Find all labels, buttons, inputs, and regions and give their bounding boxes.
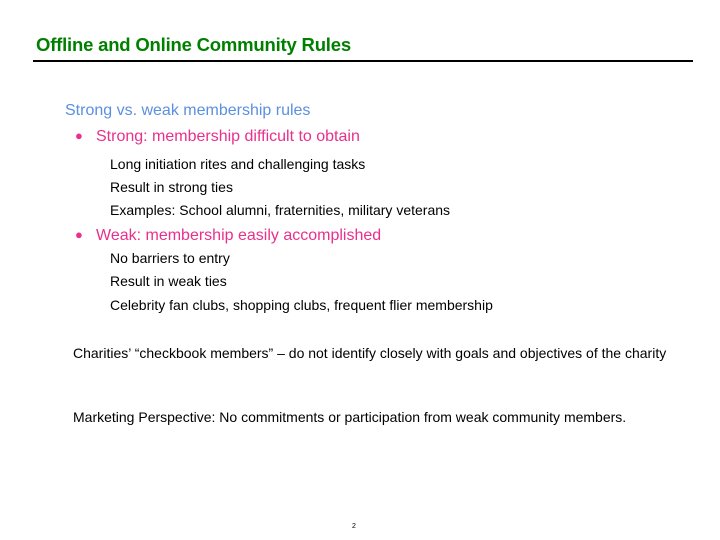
bullet-weak [75,227,381,245]
strong-item: Result in strong ties [110,179,233,195]
weak-item: Celebrity fan clubs, shopping clubs, frequent flier membership [110,297,493,313]
title-divider [33,60,693,62]
marketing-paragraph: Marketing Perspective: No commitments or participation from weak community members. [73,409,627,425]
bullet-strong-label: Strong: membership difficult to obtain [96,128,360,145]
bullet-weak-label: Weak: membership easily accomplished [96,227,382,244]
bullet-strong [75,128,360,146]
section-heading: Strong vs. weak membership rules [65,102,311,119]
charities-paragraph: Charities’ “checkbook members” – do not identify closely with goals and objectives of the charity [73,345,667,361]
page-number: 2 [352,523,356,530]
strong-item: Examples: School alumni, fraternities, military veterans [110,202,451,218]
weak-item: Result in weak ties [110,273,227,289]
strong-item: Long initiation rites and challenging tasks [110,156,366,172]
weak-item: No barriers to entry [110,250,230,266]
slide-title: Offline and Online Community Rules [36,34,351,55]
bullet-dot-icon: ● [75,128,83,143]
bullet-dot-icon: ● [75,227,83,242]
